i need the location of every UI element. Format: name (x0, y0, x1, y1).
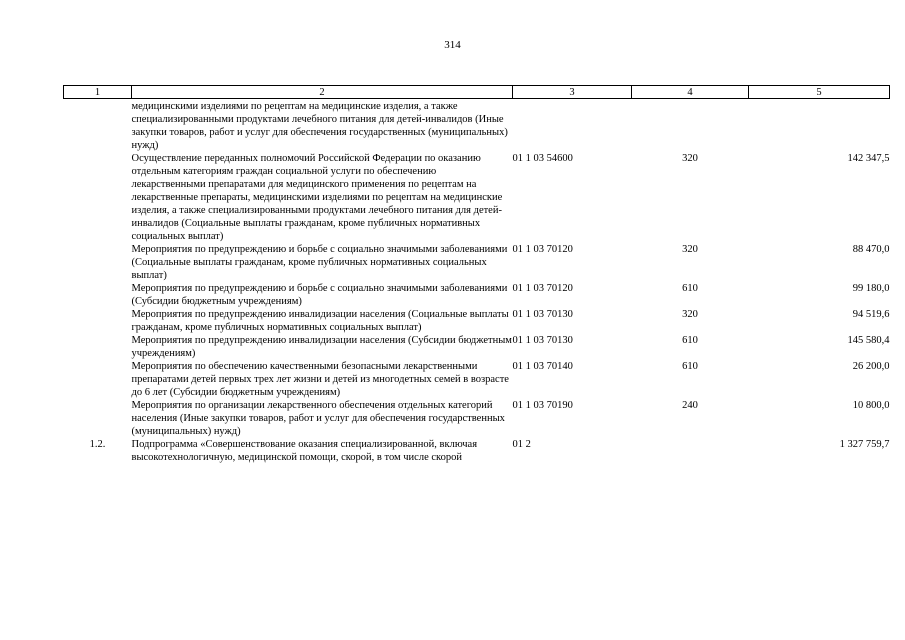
page-number: 314 (444, 39, 461, 51)
table-row (64, 308, 890, 334)
row-number (64, 399, 132, 438)
row-code: 01 1 03 70140 (512, 361, 573, 372)
row-number (64, 99, 132, 153)
row-amount: 94 519,6 (852, 309, 890, 320)
column-header-kind: 4 (632, 86, 749, 99)
column-header-number: 1 (64, 86, 132, 99)
row-name: Мероприятия по организации лекарственного обеспечения отдельных категорий населения (Иные закупки товаров, работ и услуг для обеспечения государственных (муниципальных) нужд) (131, 400, 505, 437)
column-header-amount: 5 (749, 86, 890, 99)
row-number: 1.2. (89, 439, 106, 450)
column-header-name: 2 (132, 86, 513, 99)
row-name: Мероприятия по предупреждению инвалидизации населения (Социальные выплаты гражданам, кроме публичных нормативных социальных выплат) (131, 309, 509, 333)
budget-table (63, 85, 890, 464)
row-number (64, 308, 132, 334)
row-amount (749, 99, 890, 153)
row-code: 01 1 03 70130 (512, 309, 573, 320)
row-name: Мероприятия по предупреждению и борьбе с социально значимыми заболеваниями (Социальные выплаты гражданам, кроме публичных нормативных социальных выплат) (131, 244, 508, 281)
column-header-code: 3 (513, 86, 632, 99)
row-kind: 610 (682, 335, 698, 346)
row-code: 01 1 03 70130 (512, 335, 573, 346)
row-name: Мероприятия по предупреждению и борьбе с социально значимыми заболеваниями (Субсидии бюджетным учреждениям) (131, 283, 508, 307)
table-row (64, 243, 890, 282)
row-number (64, 152, 132, 243)
row-code: 01 1 03 70120 (512, 244, 573, 255)
table-row (64, 282, 890, 308)
row-name: медицинскими изделиями по рецептам на медицинские изделия, а также специализированными продуктами лечебного питания для детей-инвалидов (Иные закупки товаров, работ и услуг для обеспечения государственных (муниципальных) нужд) (131, 101, 508, 151)
table-row (64, 334, 890, 360)
row-amount: 1 327 759,7 (839, 439, 890, 450)
row-amount: 142 347,5 (847, 153, 890, 164)
row-code: 01 2 (512, 439, 531, 450)
row-name: Осуществление переданных полномочий Российской Федерации по оказанию отдельным категориям граждан социальной услуги по обеспечению лекарственными препаратами для медицинского применения по рецептам на лекарственные препараты, медицинскими изделиями по рецептам на медицинские изделия, а также специализированными продуктами лечебного питания для детей-инвалидов (Социальные выплаты гражданам, кроме публичных нормативных социальных выплат) (131, 153, 503, 242)
row-amount: 88 470,0 (852, 244, 890, 255)
table-row (64, 99, 890, 153)
row-kind: 320 (682, 309, 698, 320)
table-row (64, 152, 890, 243)
row-amount: 10 800,0 (852, 400, 890, 411)
table-header-row (64, 86, 890, 99)
row-name: Мероприятия по обеспечению качественными безопасными лекарственными препаратами детей первых трех лет жизни и детей из многодетных семей в возрасте до 6 лет (Субсидии бюджетным учреждениям) (131, 361, 509, 398)
table-row-subprogram (64, 438, 890, 464)
row-code: 01 1 03 70190 (512, 400, 573, 411)
row-kind: 320 (682, 244, 698, 255)
row-name: Мероприятия по предупреждению инвалидизации населения (Субсидии бюджетным учреждениям) (131, 335, 512, 359)
row-amount: 145 580,4 (847, 335, 890, 346)
row-kind: 320 (682, 153, 698, 164)
row-code: 01 1 03 70120 (512, 283, 573, 294)
row-number (64, 282, 132, 308)
row-code (513, 99, 632, 153)
table-row (64, 399, 890, 438)
row-kind: 240 (682, 400, 698, 411)
row-code: 01 1 03 54600 (512, 153, 573, 164)
row-number (64, 360, 132, 399)
table-row (64, 360, 890, 399)
row-amount: 26 200,0 (852, 361, 890, 372)
row-number (64, 334, 132, 360)
row-kind (632, 99, 749, 153)
row-name: Подпрограмма «Совершенствование оказания специализированной, включая высокотехнологичную, медицинской помощи, скорой, в том числе скорой (131, 439, 478, 463)
row-kind: 610 (682, 361, 698, 372)
row-amount: 99 180,0 (852, 283, 890, 294)
row-kind: 610 (682, 283, 698, 294)
row-kind (632, 438, 749, 464)
row-number (64, 243, 132, 282)
